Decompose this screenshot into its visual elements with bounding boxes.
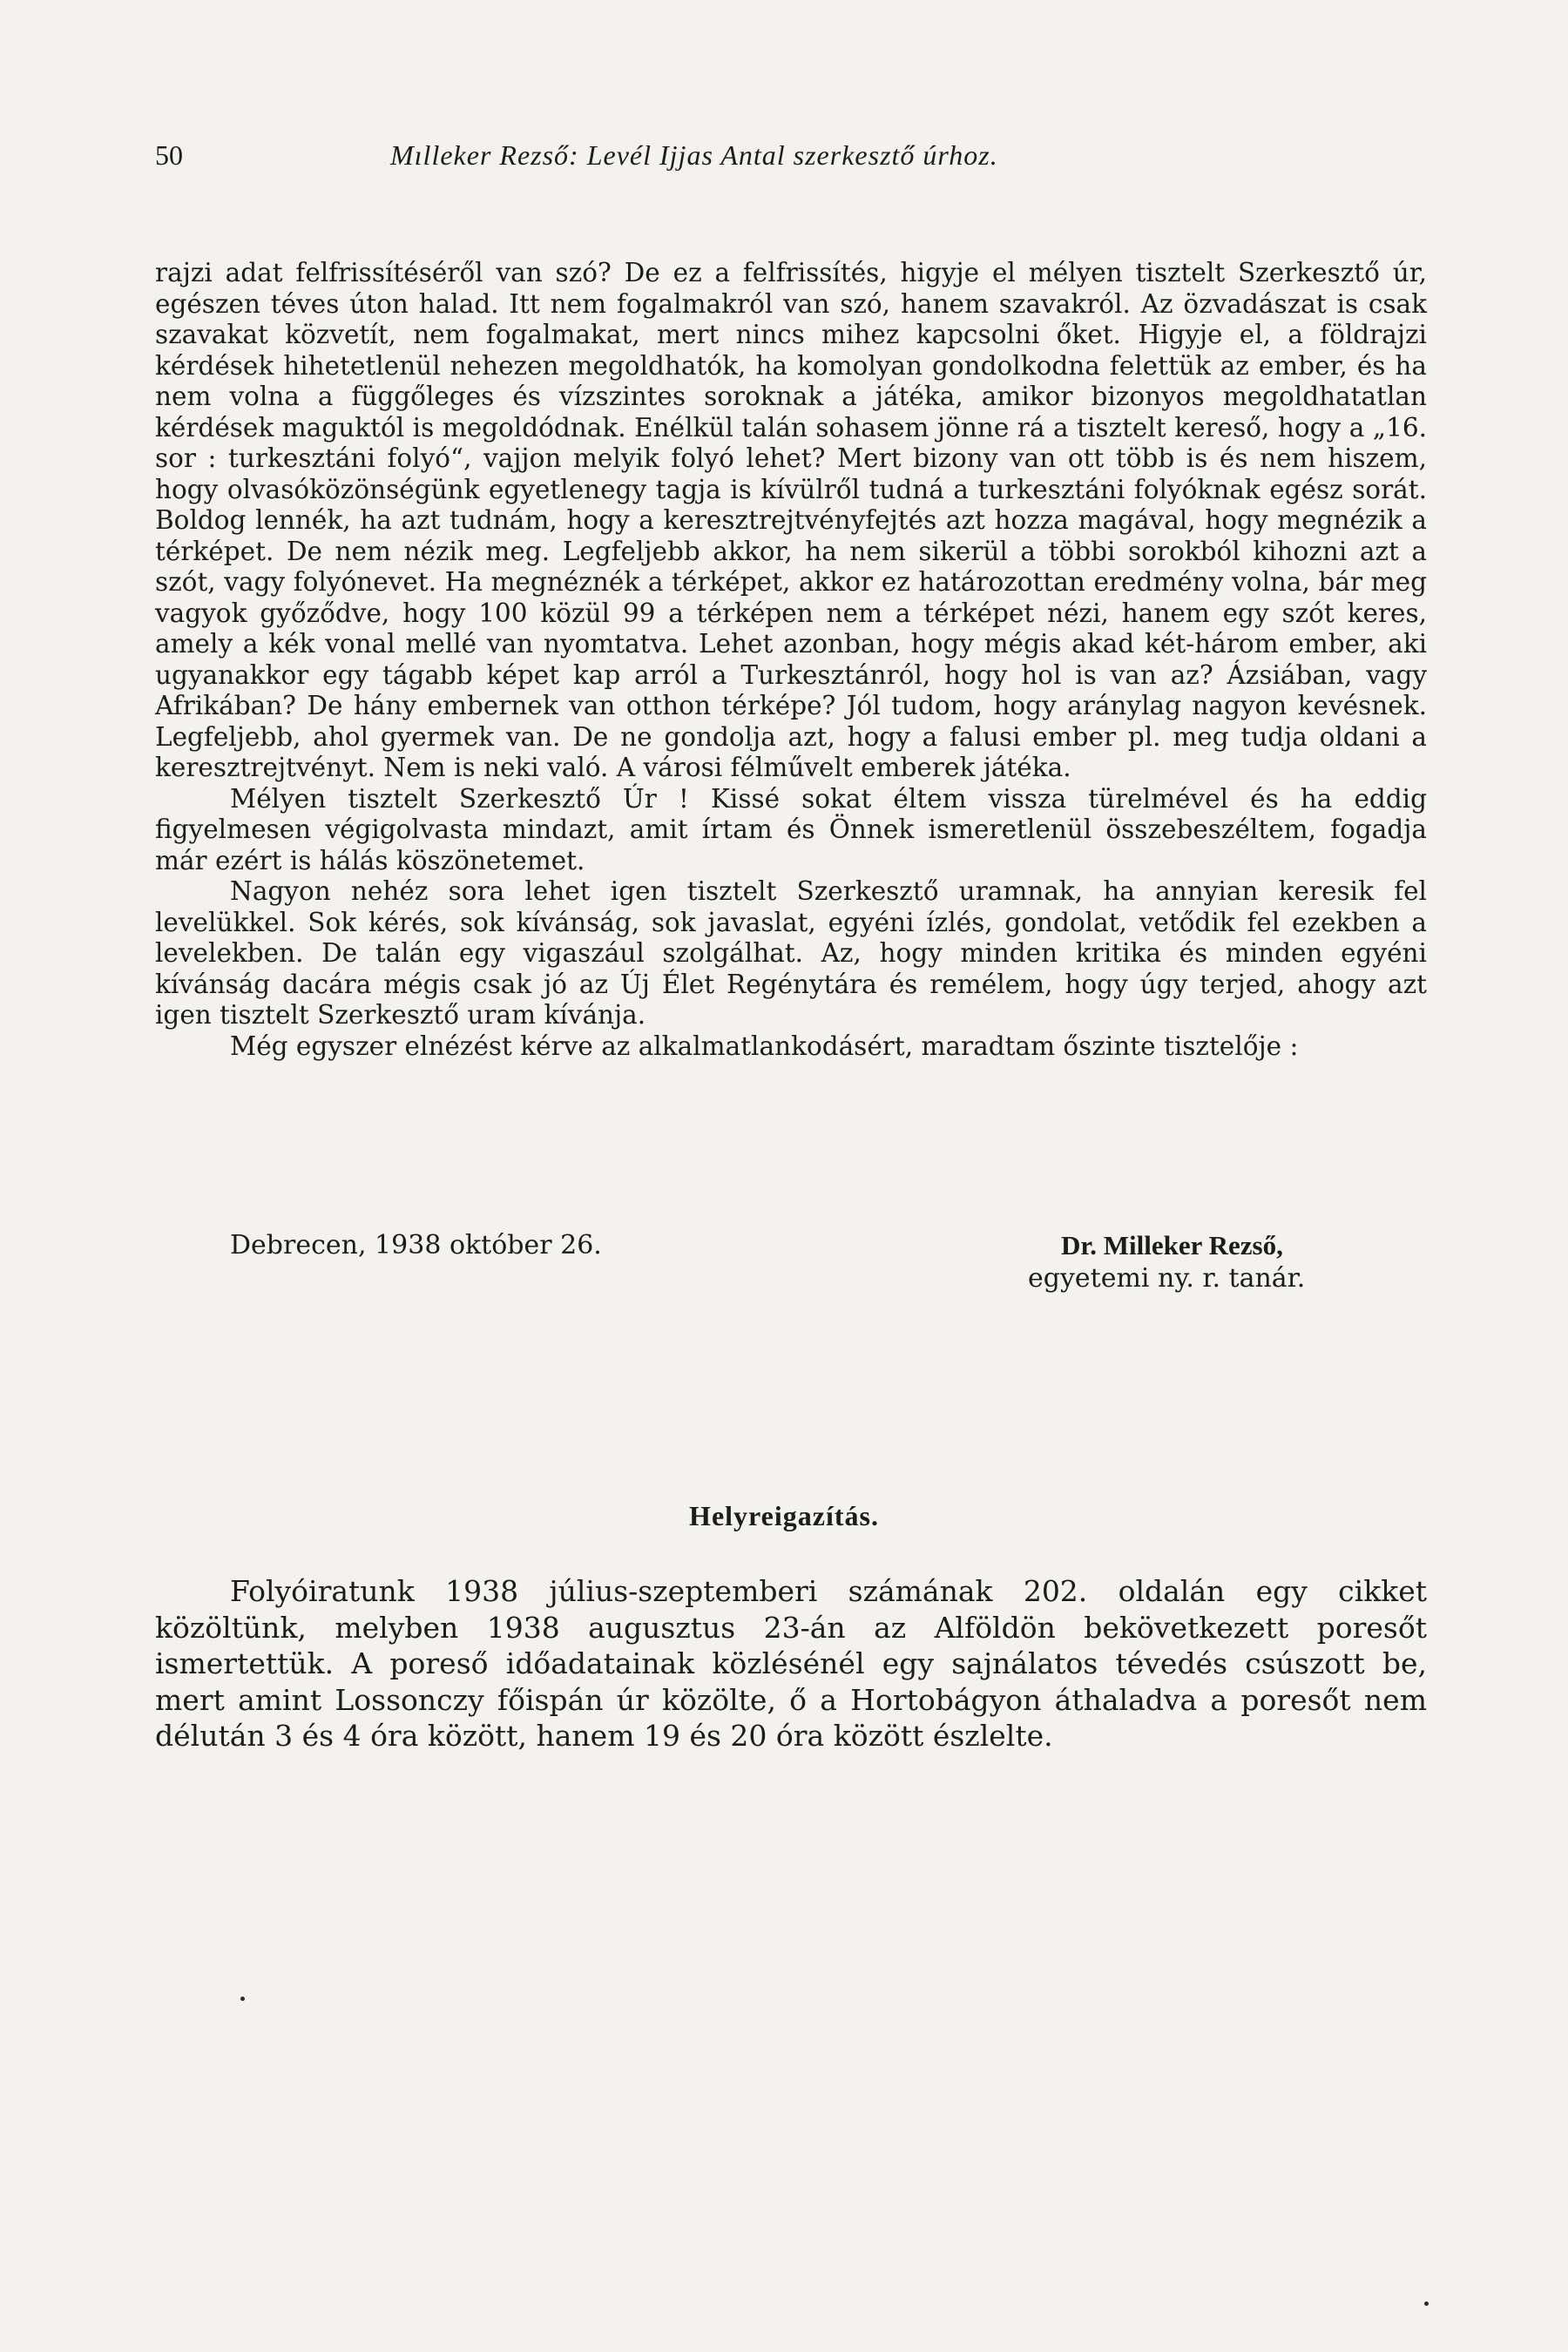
letter-paragraph-continued: rajzi adat felfrissítéséről van szó? De ez a felfrissítés, higyje el mélyen tisztelt Szerkesztő úr, egészen téves úton halad. Itt nem fogalmakról van szó, hanem szavakról. Az özvadászat is csak szavakat közvetít, nem fogalmakat, mert nincs mihez kapcsolni őket. Higyje el, a földrajzi kérdések hihetetlenül nehezen megoldhatók, ha komolyan gondolkodna felettük az ember, és ha nem volna a függőleges és vízszintes soroknak a játéka, amikor bizonyos megoldhatatlan kérdések maguktól is megoldódnak. Enélkül talán sohasem jönne rá a tisztelt kereső, hogy a „16. sor : turkesztáni folyó“, vajjon melyik folyó lehet? Mert bizony van ott több is és nem hiszem, hogy olvasóközönségünk egyetlenegy tagja is kívülről tudná a turkesztáni folyóknak egész sorát. Boldog lennék, ha azt tudnám, hogy a keresztrejtvényfejtés azt hozza magával, hogy megnézik a térképet. De nem nézik meg. Legfeljebb akkor, ha nem sikerül a többi sorokból kihozni azt a szót, vagy folyónevet. Ha megnéznék a térképet, akkor ez határozottan eredmény volna, bár meg vagyok győződve, hogy 100 közül 99 a térképen nem a térképet nézi, hanem egy szót keres, amely a kék vonal mellé van nyomtatva. Lehet azonban, hogy mégis akad két-három ember, aki ugyanakkor egy tágabb képet kap arról a Turkesztánról, hogy hol is van az? Ázsiában, vagy Afrikában? De hány embernek van otthon térképe? Jól tudom, hogy aránylag nagyon kevésnek. Legfeljebb, ahol gyermek van. De ne gondolja azt, hogy a falusi ember pl. meg tudja oldani a keresztrejtvényt. Nem is neki való. A városi félművelt emberek játéka. [155, 258, 1427, 782]
signer-title: egyetemi ny. r. tanár. [1028, 1263, 1306, 1294]
letter-paragraph: Még egyszer elnézést kérve az alkalmatlankodásért, maradtam őszinte tisztelője : [230, 1031, 1299, 1061]
place-date: Debrecen, 1938 október 26. [230, 1230, 602, 1260]
page-number: 50 [155, 139, 183, 171]
signer-name: Dr. Milleker Rezső, [1061, 1230, 1283, 1260]
letter-closing [155, 1228, 1427, 1307]
correction-heading: Helyreigazítás. [689, 1500, 879, 1531]
letter-paragraph: Mélyen tisztelt Szerkesztő Úr ! Kissé sokat éltem vissza türelmével és ha eddig figyelmesen végigolvasta mindazt, amit írtam és Önnek ismeretlenül összebeszéltem, fogadja már ezért is hálás köszönetemet. [155, 783, 1427, 875]
letter-body [155, 258, 1427, 1062]
print-speck [240, 1997, 245, 2001]
correction-paragraph: Folyóiratunk 1938 július-szeptemberi számának 202. oldalán egy cikket közöltünk, melyben 1938 augusztus 23-án az Alföldön bekövetkezett poresőt ismertettük. A poreső időadatainak közlésénél egy sajnálatos tévedés csúszott be, mert amint Lossonczy főispán úr közölte, ő a Hortobágyon áthaladva a poresőt nem délután 3 és 4 óra között, hanem 19 és 20 óra között észlelte. [155, 1574, 1427, 1753]
running-title: Mılleker Rezső: Levél Ijjas Antal szerkesztő úrhoz. [390, 139, 998, 171]
correction-body [155, 1573, 1427, 1754]
print-speck [1424, 2301, 1429, 2306]
letter-paragraph: Nagyon nehéz sora lehet igen tisztelt Szerkesztő uramnak, ha annyian keresik fel levelükkel. Sok kérés, sok kívánság, sok javaslat, egyéni ízlés, gondolat, vetődik fel ezekben a levelekben. De talán egy vigaszául szolgálhat. Az, hogy minden kritika és minden egyéni kívánság dacára mégis csak jó az Új Élet Regénytára és remélem, hogy úgy terjed, ahogy azt igen tisztelt Szerkesztő uram kívánja. [155, 876, 1427, 1030]
running-head [155, 139, 1418, 174]
